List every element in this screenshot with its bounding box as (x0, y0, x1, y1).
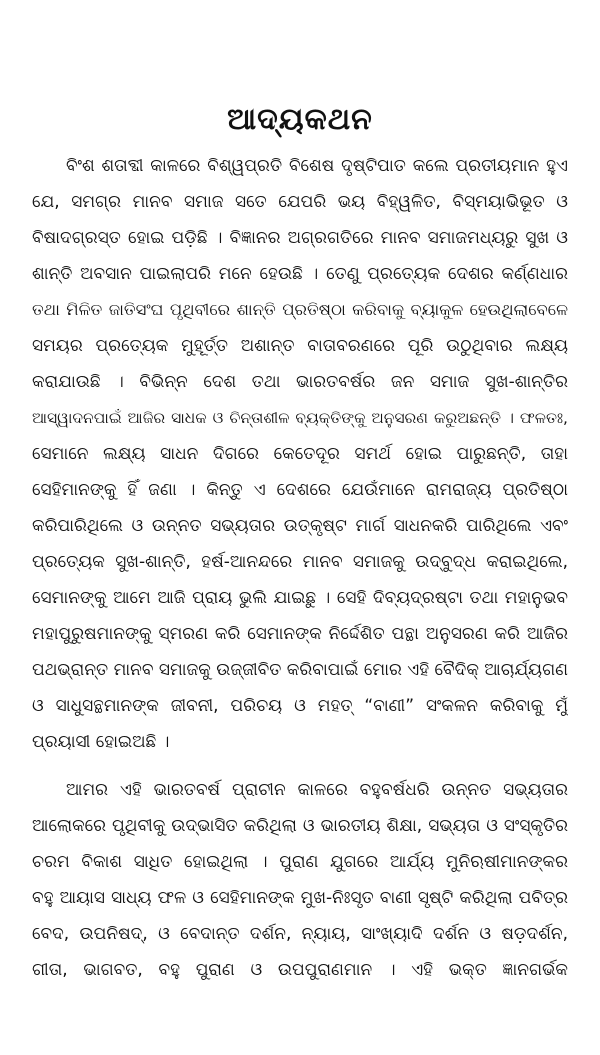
paragraph-line: ଶାନ୍ତି ଅବସାନ ପାଇଲାପରି ମନେ ହେଉଛି । ତେଣୁ ପ୍ରତ୍ୟେକ ଦେଶର କର୍ଣ୍ଣଧାର (32, 264, 568, 284)
page-title: ଆଦ୍ୟକଥନ (227, 102, 373, 137)
paragraph-line: ମହାପୁରୁଷମାନଙ୍କୁ ସ୍ମରଣ କରି ସେମାନଙ୍କ ନିର୍ଦ୍ଦେଶିତ ପନ୍ଥା ଅନୁସରଣ କରି ଆଜିର (32, 624, 568, 644)
paragraph-line: ପଥଭ୍ରାନ୍ତ ମାନବ ସମାଜକୁ ଉଜ୍ଜୀବିତ କରିବାପାଇଁ ମୋର ଏହି ବୈଦିକ୍ ଆଚାର୍ଯ୍ୟଗଣ (32, 660, 568, 680)
paragraph-line: ସେମାନଙ୍କୁ ଆମେ ଆଜି ପ୍ରାୟ ଭୁଲି ଯାଇଛୁ । ସେହି ଦିବ୍ୟଦ୍ରଷ୍ଟା ତଥା ମହାନୁଭବ (32, 588, 568, 608)
paragraph-line: ଗୀତା, ଭାଗବତ, ବହୁ ପୁରାଣ ଓ ଉପପୁରାଣମାନ । ଏହି ଭକ୍ତ ଜ୍ଞାନଗର୍ଭକ (32, 960, 568, 980)
paragraph-line: ଯେ, ସମଗ୍ର ମାନବ ସମାଜ ସତେ ଯେପରି ଭୟ ବିହ୍ୱଳିତ, ବିସ୍ମୟାଭିଭୂତ ଓ (32, 192, 568, 212)
paragraph-line: ଓ ସାଧୁସନ୍ଥମାନଙ୍କ ଜୀବନୀ, ପରିଚୟ ଓ ମହତ୍ “ବାଣୀ” ସଂକଳନ କରିବାକୁ ମୁଁ (32, 696, 568, 716)
paragraph-line: ବହୁ ଆୟାସ ସାଧ୍ୟ ଫଳ ଓ ସେହିମାନଙ୍କ ମୁଖ-ନିଃସୃତ ବାଣୀ ସୃଷ୍ଟି କରିଥିଲା ପବିତ୍ର (32, 888, 568, 908)
paragraph-line: ବିଂଶ ଶତାବ୍ଦୀ କାଳରେ ବିଶ୍ୱପ୍ରତି ବିଶେଷ ଦୃଷ୍ଟିପାତ କଲେ ପ୍ରତୀୟମାନ ହୁଏ (66, 156, 568, 176)
paragraph-line: ଚରମ ବିକାଶ ସାଧିତ ହୋଇଥିଲା । ପୁରାଣ ଯୁଗରେ ଆର୍ଯ୍ୟ ମୁନିଋଷୀମାନଙ୍କର (32, 852, 568, 872)
paragraph-line: ପ୍ରୟାସୀ ହୋଇଅଛି । (32, 732, 170, 752)
paragraph-line: କରାଯାଉଛି । ବିଭିନ୍ନ ଦେଶ ତଥା ଭାରତବର୍ଷର ଜନ ସମାଜ ସୁଖ-ଶାନ୍ତିର (32, 372, 568, 392)
paragraph-line: ପ୍ରତ୍ୟେକ ସୁଖ-ଶାନ୍ତି, ହର୍ଷ-ଆନନ୍ଦରେ ମାନବ ସମାଜକୁ ଉଦ୍‌ବୁଦ୍ଧ କରାଇଥିଲେ, (32, 552, 568, 572)
paragraph-line: ଆଲୋକରେ ପୃଥିବୀକୁ ଉଦ୍ଭାସିତ କରିଥିଲା ଓ ଭାରତୀୟ ଶିକ୍ଷା, ସଭ୍ୟତା ଓ ସଂସ୍କୃତିର (32, 816, 568, 836)
paragraph-line: ବେଦ, ଉପନିଷଦ୍, ଓ ବେଦାନ୍ତ ଦର୍ଶନ, ନ୍ୟାୟ, ସାଂଖ୍ୟାଦି ଦର୍ଶନ ଓ ଷଡ଼ଦର୍ଶନ, (32, 924, 568, 944)
paragraph-line: କରିପାରିଥିଲେ ଓ ଉନ୍ନତ ସଭ୍ୟତାର ଉତ୍କୃଷ୍ଟ ମାର୍ଗ ସାଧନକରି ପାରିଥିଲେ ଏବଂ (32, 516, 568, 536)
paragraph-line: ଆସ୍ୱାଦନପାଇଁ ଆଜିର ସାଧକ ଓ ଚିନ୍ତାଶୀଳ ବ୍ୟକ୍ତିଙ୍କୁ ଅନୁସରଣ କରୁଅଛନ୍ତି । ଫଳତଃ, (32, 409, 568, 427)
paragraph-line: ସେମାନେ ଲକ୍ଷ୍ୟ ସାଧନ ଦିଗରେ କେତେଦୂର ସମର୍ଥ ହୋଇ ପାରୁଛନ୍ତି, ତାହା (32, 444, 568, 464)
paragraph-line: ସମୟର ପ୍ରତ୍ୟେକ ମୁହୂର୍ତ୍ତ ଅଶାନ୍ତ ବାତାବରଣରେ ପୂରି ଉଠୁଥିବାର ଲକ୍ଷ୍ୟ (32, 336, 568, 356)
paragraph-line: ସେହିମାନଙ୍କୁ ହିଁ ଜଣା । କିନ୍ତୁ ଏ ଦେଶରେ ଯେଉଁମାନେ ରାମରାଜ୍ୟ ପ୍ରତିଷ୍ଠା (32, 480, 568, 500)
paragraph-line: ଆମର ଏହି ଭାରତବର୍ଷ ପ୍ରାଚୀନ କାଳରେ ବହୁବର୍ଷଧରି ଉନ୍ନତ ସଭ୍ୟତାର (66, 780, 568, 800)
paragraph-line: ତଥା ମିଳିତ ଜାତିସଂଘ ପୃଥିବୀରେ ଶାନ୍ତି ପ୍ରତିଷ୍ଠା କରିବାକୁ ବ୍ୟାକୁଳ ହେଉଥିଲାବେଳେ (32, 300, 568, 319)
paragraph-line: ବିଷାଦଗ୍ରସ୍ତ ହୋଇ ପଡ଼ିଛି । ବିଜ୍ଞାନର ଅଗ୍ରଗତିରେ ମାନବ ସମାଜମଧ୍ୟରୁ ସୁଖ ଓ (32, 228, 568, 248)
